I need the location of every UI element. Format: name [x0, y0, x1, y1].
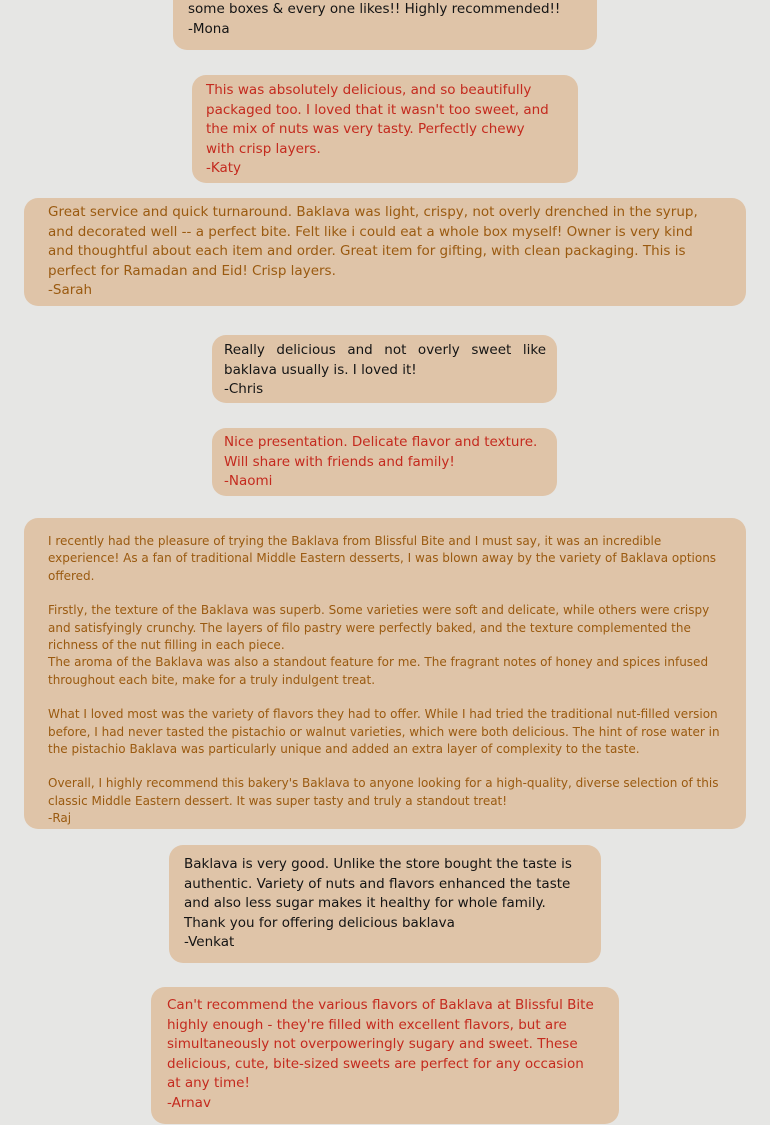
review-paragraph: Overall, I highly recommend this bakery's Baklava to anyone looking for a high-quality, diverse selection of this classic Middle Eastern dessert. It was super tasty and truly a standout treat! — [48, 776, 719, 808]
review-author: -Mona — [188, 20, 230, 37]
review-text: some boxes & every one likes!! Highly recommended!! — [188, 1, 561, 17]
review-card-mona — [173, 0, 597, 50]
review-text: Can't recommend the various flavors of Baklava at Blissful Bite highly enough - they're filled with excellent flavors, but are simultaneously not overpoweringly sugary and sweet. These delicious, cute, bite-sized sweets are perfect for any occasion at any time! — [167, 997, 594, 1092]
review-author: -Sarah — [48, 282, 93, 299]
review-text: Nice presentation. Delicate flavor and texture. Will share with friends and family! — [224, 434, 538, 470]
review-paragraph: Firstly, the texture of the Baklava was superb. Some varieties were soft and delicate, while others were crispy and satisfyingly crunchy. The layers of filo pastry were perfectly baked, and the texture complemented the richness of the nut filling in each piece. — [48, 603, 710, 653]
review-card-naomi — [212, 428, 557, 496]
review-paragraph: The aroma of the Baklava was also a standout feature for me. The fragrant notes of honey and spices infused throughout each bite, make for a truly indulgent treat. — [48, 655, 709, 687]
review-card-sarah — [24, 198, 746, 306]
review-card-katy — [192, 75, 578, 183]
review-author: -Katy — [206, 160, 242, 177]
review-text: Great service and quick turnaround. Baklava was light, crispy, not overly drenched in the syrup, and decorated well -- a perfect bite. Felt like i could eat a whole box myself! Owner is very kind and thoughtful about each item and order. Great item for gifting, with clean packaging. This is perfect for Ramadan and Eid! Crisp layers. — [48, 204, 698, 279]
review-paragraph: I recently had the pleasure of trying the Baklava from Blissful Bite and I must say, it was an incredible experience! As a fan of traditional Middle Eastern desserts, I was blown away by the variety of Baklava options offered. — [48, 534, 717, 583]
review-text: Baklava is very good. Unlike the store bought the taste is authentic. Variety of nuts and flavors enhanced the taste and also less sugar makes it healthy for whole family. Thank you for offering delicious baklava — [184, 856, 572, 931]
review-card-arnav — [151, 987, 619, 1124]
review-author: -Venkat — [184, 934, 235, 951]
review-paragraph: What I loved most was the variety of flavors they had to offer. While I had tried the traditional nut-filled version before, I had never tasted the pistachio or walnut varieties, which were both delicious. The hint of rose water in the pistachio Baklava was particularly unique and added an extra layer of complexity to the taste. — [48, 707, 720, 757]
review-card-chris — [212, 335, 557, 403]
review-card-venkat — [169, 845, 601, 963]
review-author: -Chris — [224, 381, 264, 398]
review-author: -Raj — [48, 811, 72, 826]
review-text: Really delicious and not overly sweet like baklava usually is. I loved it! — [224, 342, 546, 378]
review-card-raj — [24, 518, 746, 829]
review-author: -Naomi — [224, 473, 273, 490]
review-text: This was absolutely delicious, and so beautifully packaged too. I loved that it wasn't too sweet, and the mix of nuts was very tasty. Perfectly chewy with crisp layers. — [206, 82, 549, 157]
review-author: -Arnav — [167, 1094, 211, 1111]
